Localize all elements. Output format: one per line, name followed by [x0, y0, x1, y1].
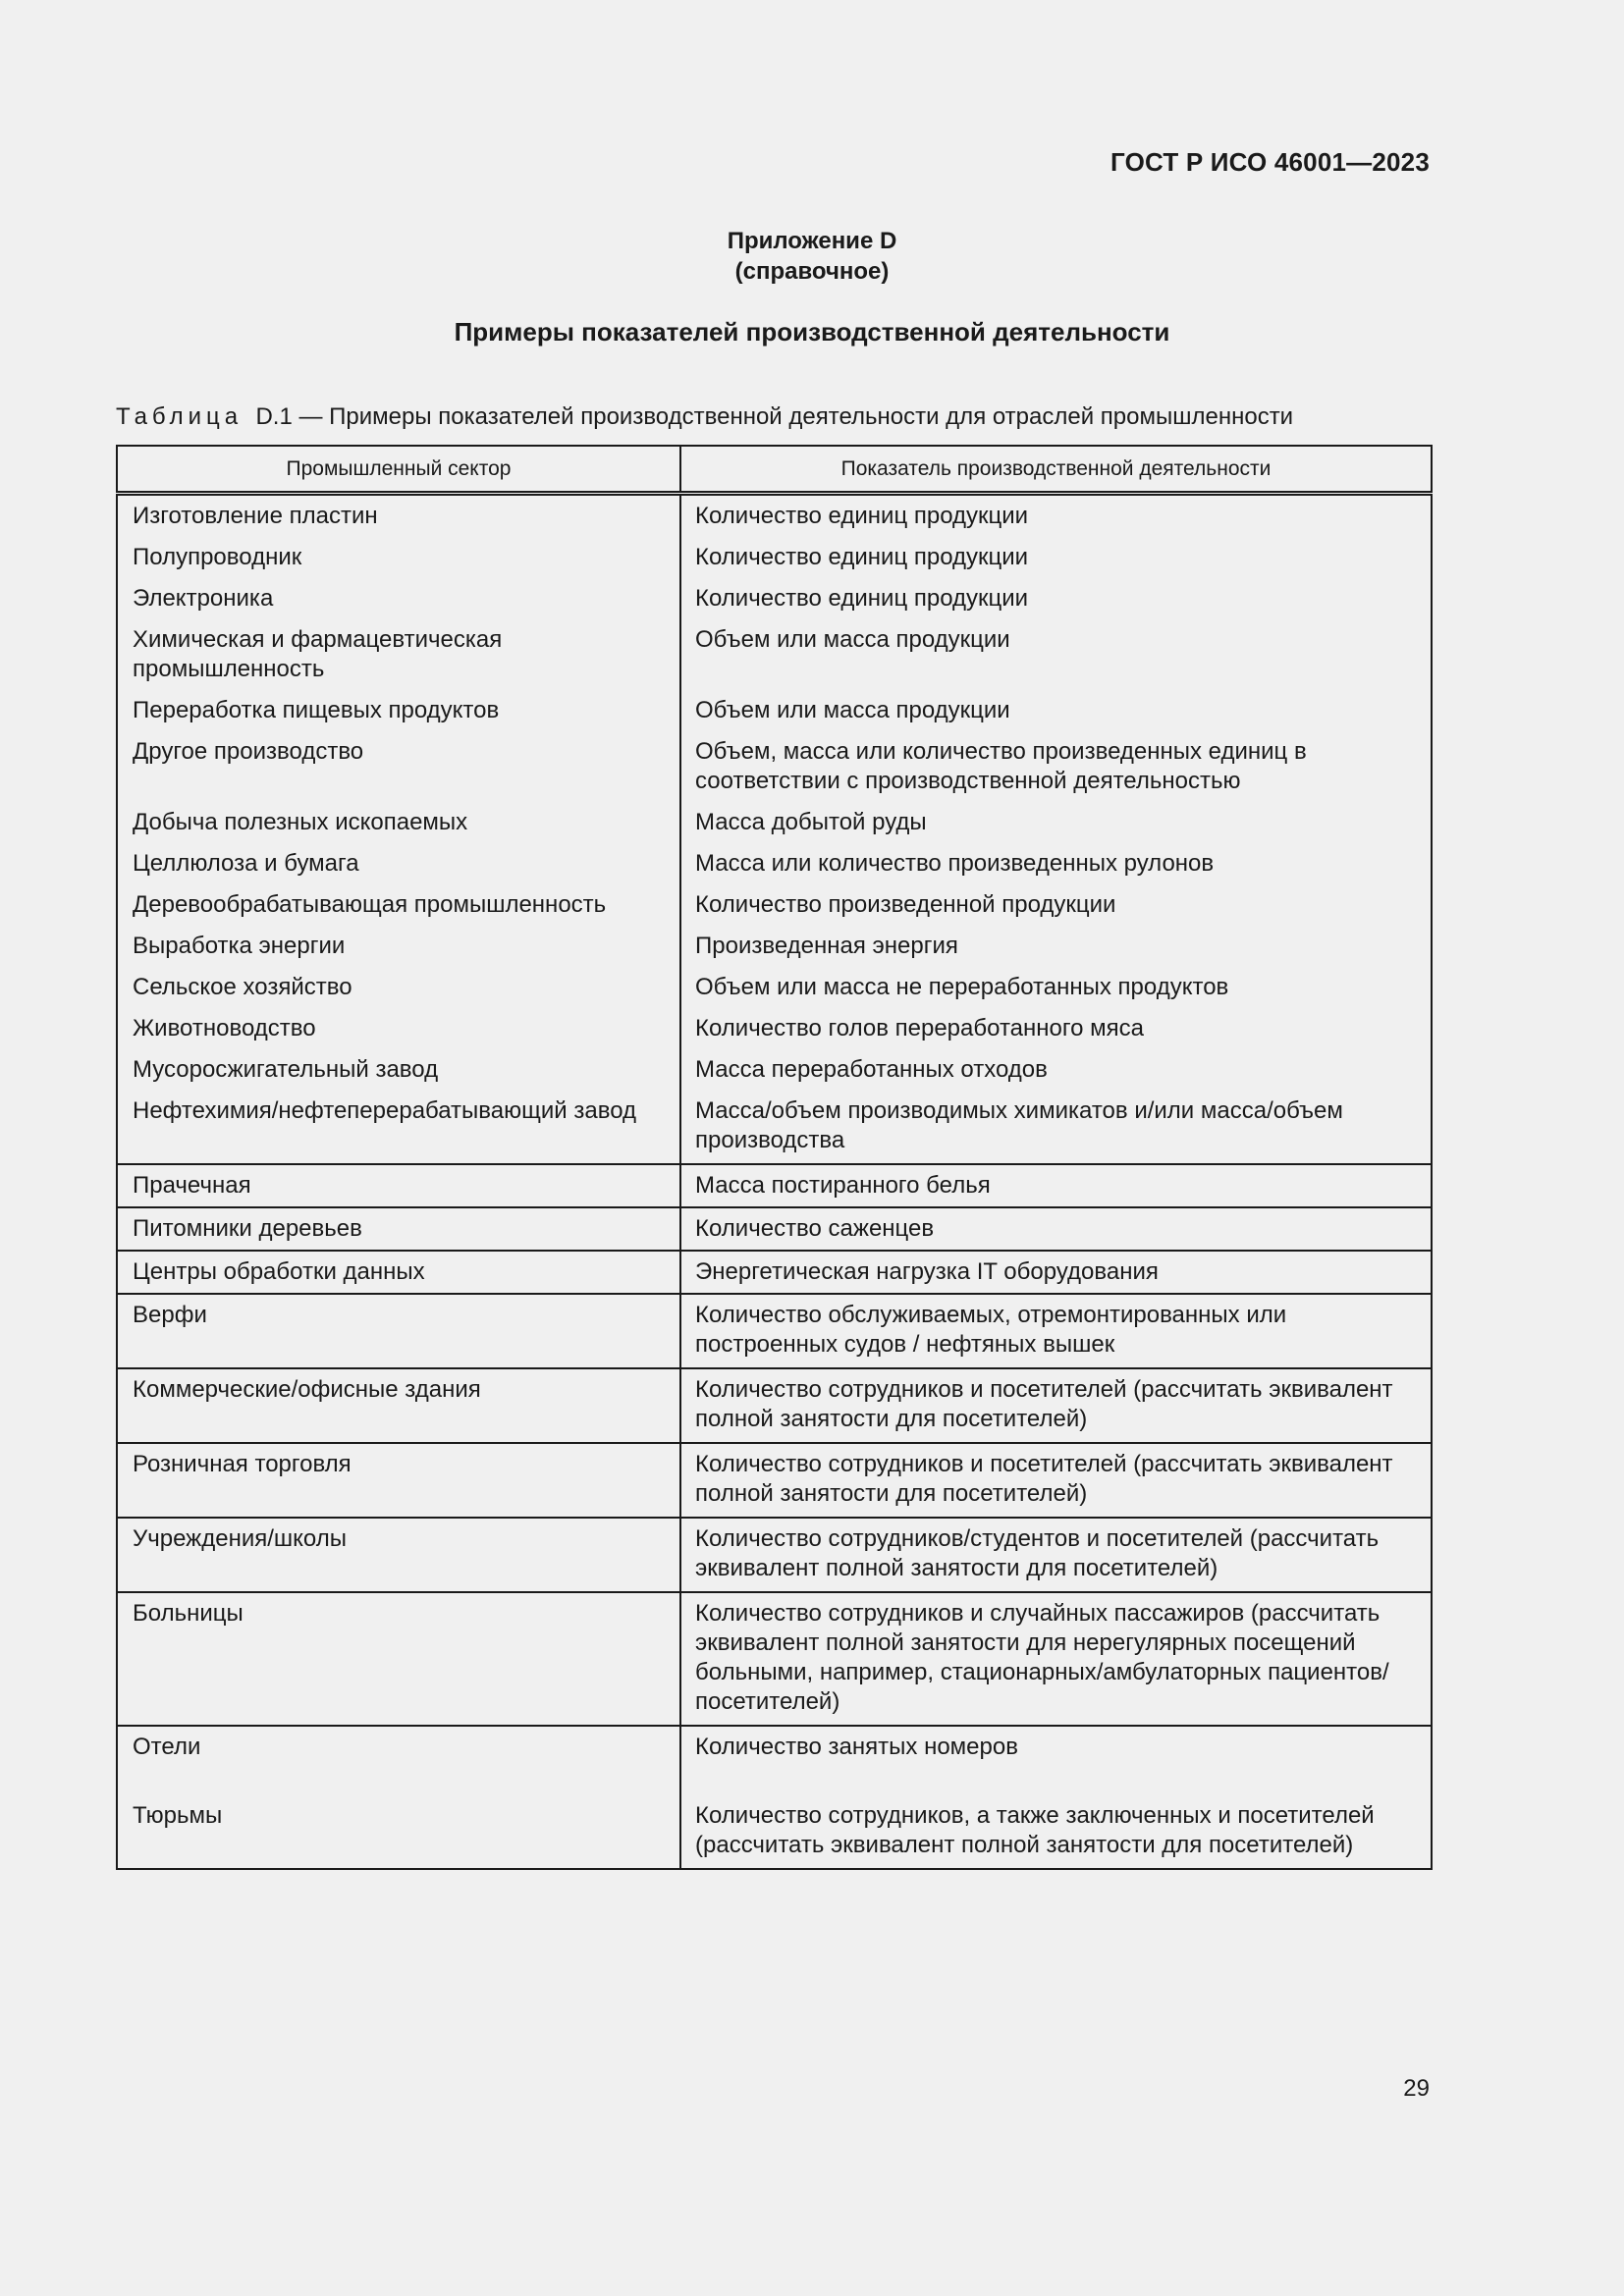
- indicator-cell: Количество сотрудников, а также заключенных и посетителей (рассчитать эквивалент полной занятости для посетителей): [680, 1795, 1432, 1869]
- indicator-cell: Объем или масса не переработанных продуктов: [680, 967, 1432, 1008]
- table-row: [117, 1164, 1432, 1207]
- sector-cell: Прачечная: [117, 1164, 680, 1207]
- sector-cell: Розничная торговля: [117, 1443, 680, 1518]
- indicator-cell: Количество сотрудников и случайных пассажиров (рассчитать эквивалент полной занятости для нерегулярных посещений больными, например, стационарных/амбулаторных пациентов/посетителей): [680, 1592, 1432, 1726]
- indicator-cell: Масса или количество произведенных рулонов: [680, 843, 1432, 884]
- sector-cell: Деревообрабатывающая промышленность: [117, 884, 680, 926]
- annex-heading: [0, 226, 1624, 287]
- table-row: [117, 843, 1432, 884]
- page-number: 29: [1403, 2075, 1430, 2102]
- column-header-sector: Промышленный сектор: [117, 446, 680, 494]
- annex-title: Примеры показателей производственной деятельности: [454, 317, 1170, 347]
- sector-cell: Электроника: [117, 578, 680, 619]
- indicator-cell: Количество сотрудников/студентов и посетителей (рассчитать эквивалент полной занятости для посетителей): [680, 1518, 1432, 1592]
- table-row: [117, 1726, 1432, 1795]
- sector-cell: Питомники деревьев: [117, 1207, 680, 1251]
- table-row: [117, 494, 1432, 538]
- table-caption-text: D.1 — Примеры показателей производственной деятельности для отраслей промышленности: [255, 403, 1294, 430]
- sector-cell: Центры обработки данных: [117, 1251, 680, 1294]
- indicator-cell: Количество единиц продукции: [680, 537, 1432, 578]
- table-row: [117, 537, 1432, 578]
- annex-type: (справочное): [734, 258, 890, 285]
- indicator-cell: Количество единиц продукции: [680, 578, 1432, 619]
- table-row: [117, 1294, 1432, 1368]
- table-row: [117, 1592, 1432, 1726]
- sector-cell: Отели: [117, 1726, 680, 1795]
- sector-cell: Другое производство: [117, 731, 680, 802]
- table-row: [117, 1008, 1432, 1049]
- indicator-cell: Количество занятых номеров: [680, 1726, 1432, 1795]
- indicator-cell: Масса/объем производимых химикатов и/или масса/объем производства: [680, 1091, 1432, 1164]
- sector-cell: Животноводство: [117, 1008, 680, 1049]
- indicator-cell: Количество сотрудников и посетителей (рассчитать эквивалент полной занятости для посетителей): [680, 1443, 1432, 1518]
- table-row: [117, 578, 1432, 619]
- indicators-table: [116, 445, 1433, 1870]
- table-row: [117, 1251, 1432, 1294]
- annex-label: Приложение D: [727, 228, 897, 254]
- table-row: [117, 1795, 1432, 1869]
- indicator-cell: Произведенная энергия: [680, 926, 1432, 967]
- indicator-cell: Объем, масса или количество произведенных единиц в соответствии с производственной деятельностью: [680, 731, 1432, 802]
- sector-cell: Целлюлоза и бумага: [117, 843, 680, 884]
- indicator-cell: Количество обслуживаемых, отремонтированных или построенных судов / нефтяных вышек: [680, 1294, 1432, 1368]
- indicator-cell: Количество голов переработанного мяса: [680, 1008, 1432, 1049]
- table-row: [117, 1207, 1432, 1251]
- sector-cell: Больницы: [117, 1592, 680, 1726]
- sector-cell: Учреждения/школы: [117, 1518, 680, 1592]
- indicator-cell: Масса переработанных отходов: [680, 1049, 1432, 1091]
- indicator-cell: Количество саженцев: [680, 1207, 1432, 1251]
- indicator-cell: Количество сотрудников и посетителей (рассчитать эквивалент полной занятости для посетителей): [680, 1368, 1432, 1443]
- document-code: ГОСТ Р ИСО 46001—2023: [1110, 147, 1430, 177]
- indicator-cell: Количество единиц продукции: [680, 494, 1432, 538]
- sector-cell: Сельское хозяйство: [117, 967, 680, 1008]
- indicator-cell: Масса добытой руды: [680, 802, 1432, 843]
- sector-cell: Химическая и фармацевтическая промышленность: [117, 619, 680, 690]
- sector-cell: Добыча полезных ископаемых: [117, 802, 680, 843]
- column-header-indicator: Показатель производственной деятельности: [680, 446, 1432, 494]
- table-row: [117, 1518, 1432, 1592]
- indicator-cell: Масса постиранного белья: [680, 1164, 1432, 1207]
- table-caption: [116, 403, 1293, 431]
- sector-cell: Коммерческие/офисные здания: [117, 1368, 680, 1443]
- table-row: [117, 690, 1432, 731]
- table-row: [117, 967, 1432, 1008]
- sector-cell: Верфи: [117, 1294, 680, 1368]
- table-row: [117, 1443, 1432, 1518]
- table-row: [117, 884, 1432, 926]
- table-header-row: [117, 446, 1432, 494]
- sector-cell: Выработка энергии: [117, 926, 680, 967]
- table-caption-prefix: Таблица: [116, 403, 244, 430]
- sector-cell: Переработка пищевых продуктов: [117, 690, 680, 731]
- sector-cell: Тюрьмы: [117, 1795, 680, 1869]
- indicator-cell: Энергетическая нагрузка IT оборудования: [680, 1251, 1432, 1294]
- table-row: [117, 926, 1432, 967]
- sector-cell: Изготовление пластин: [117, 494, 680, 538]
- table-row: [117, 619, 1432, 690]
- table-row: [117, 1049, 1432, 1091]
- indicator-cell: Количество произведенной продукции: [680, 884, 1432, 926]
- indicator-cell: Объем или масса продукции: [680, 619, 1432, 690]
- indicator-cell: Объем или масса продукции: [680, 690, 1432, 731]
- table-row: [117, 731, 1432, 802]
- sector-cell: Полупроводник: [117, 537, 680, 578]
- sector-cell: Мусоросжигательный завод: [117, 1049, 680, 1091]
- sector-cell: Нефтехимия/нефтеперерабатывающий завод: [117, 1091, 680, 1164]
- table-row: [117, 1091, 1432, 1164]
- table-row: [117, 802, 1432, 843]
- table-row: [117, 1368, 1432, 1443]
